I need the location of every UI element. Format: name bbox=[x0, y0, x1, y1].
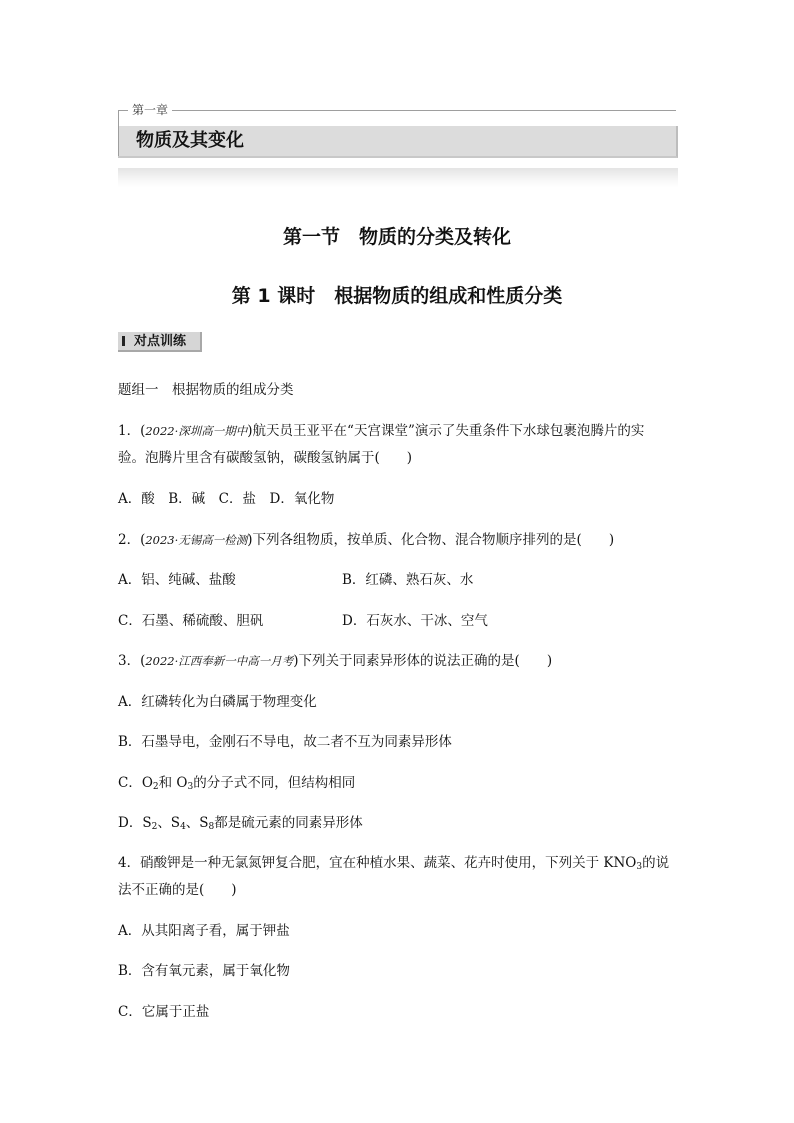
chapter-banner bbox=[118, 96, 678, 188]
question-source: 2023·无锡高一检测 bbox=[145, 533, 248, 547]
question-4-stem-cont: 法不正确的是( ) bbox=[118, 882, 237, 898]
question-source: 2022·江西奉新一中高一月考 bbox=[145, 654, 294, 668]
lesson-title: 第 1 课时 根据物质的组成和性质分类 bbox=[231, 285, 563, 307]
question-3-stem: 3．(2022·江西奉新一中高一月考)下列关于同素异形体的说法正确的是( ) bbox=[118, 653, 553, 669]
question-2-option-a: A．铝、纯碱、盐酸 bbox=[118, 572, 236, 588]
banner-frame-line bbox=[118, 110, 676, 111]
banner-shadow bbox=[118, 168, 678, 188]
question-1-stem-cont: 验。泡腾片里含有碳酸氢钠，碳酸氢钠属于( ) bbox=[118, 450, 413, 466]
question-1-options: A．酸 B．碱 C．盐 D．氧化物 bbox=[118, 491, 335, 507]
question-3-option-a: A．红磷转化为白磷属于物理变化 bbox=[118, 694, 317, 710]
banner-frame-line bbox=[118, 110, 119, 156]
chapter-label: 第一章 bbox=[128, 102, 172, 118]
chapter-title: 物质及其变化 bbox=[136, 130, 244, 151]
group-title: 题组一 根据物质的组成分类 bbox=[118, 382, 294, 398]
question-4-stem: 4．硝酸钾是一种无氯氮钾复合肥，宜在种植水果、蔬菜、花卉时使用，下列关于 $KNO_3$的说 bbox=[118, 855, 670, 872]
question-3-option-b: B．石墨导电，金刚石不导电，故二者不互为同素异形体 bbox=[118, 734, 452, 750]
question-4-option-c: C．它属于正盐 bbox=[118, 1004, 210, 1020]
question-4-option-a: A．从其阳离子看，属于钾盐 bbox=[118, 923, 290, 939]
practice-tag bbox=[118, 332, 202, 352]
question-source: 2022·深圳高一期中 bbox=[145, 424, 248, 438]
question-2-stem: 2．(2023·无锡高一检测)下列各组物质，按单质、化合物、混合物顺序排列的是( ) bbox=[118, 532, 615, 548]
question-4-option-b: B．含有氧元素，属于氧化物 bbox=[118, 963, 290, 979]
question-1-stem: 1．(2022·深圳高一期中)航天员王亚平在“天宫课堂”演示了失重条件下水球包裹泡腾片的实 bbox=[118, 423, 645, 439]
question-2-option-c: C．石墨、稀硫酸、胆矾 bbox=[118, 613, 264, 629]
section-title: 第一节 物质的分类及转化 bbox=[282, 226, 511, 248]
question-2-option-d: D．石灰水、干冰、空气 bbox=[342, 613, 488, 629]
question-3-option-c: C．$O_2$和 $O_3$的分子式不同，但结构相同 bbox=[118, 775, 356, 792]
practice-tag-label: 对点训练 bbox=[134, 334, 187, 349]
question-3-option-d: D．$S_2$、$S_4$、$S_8$都是硫元素的同素异形体 bbox=[118, 815, 363, 832]
question-2-option-b: B．红磷、熟石灰、水 bbox=[342, 572, 474, 588]
tag-marker-icon bbox=[122, 336, 125, 346]
